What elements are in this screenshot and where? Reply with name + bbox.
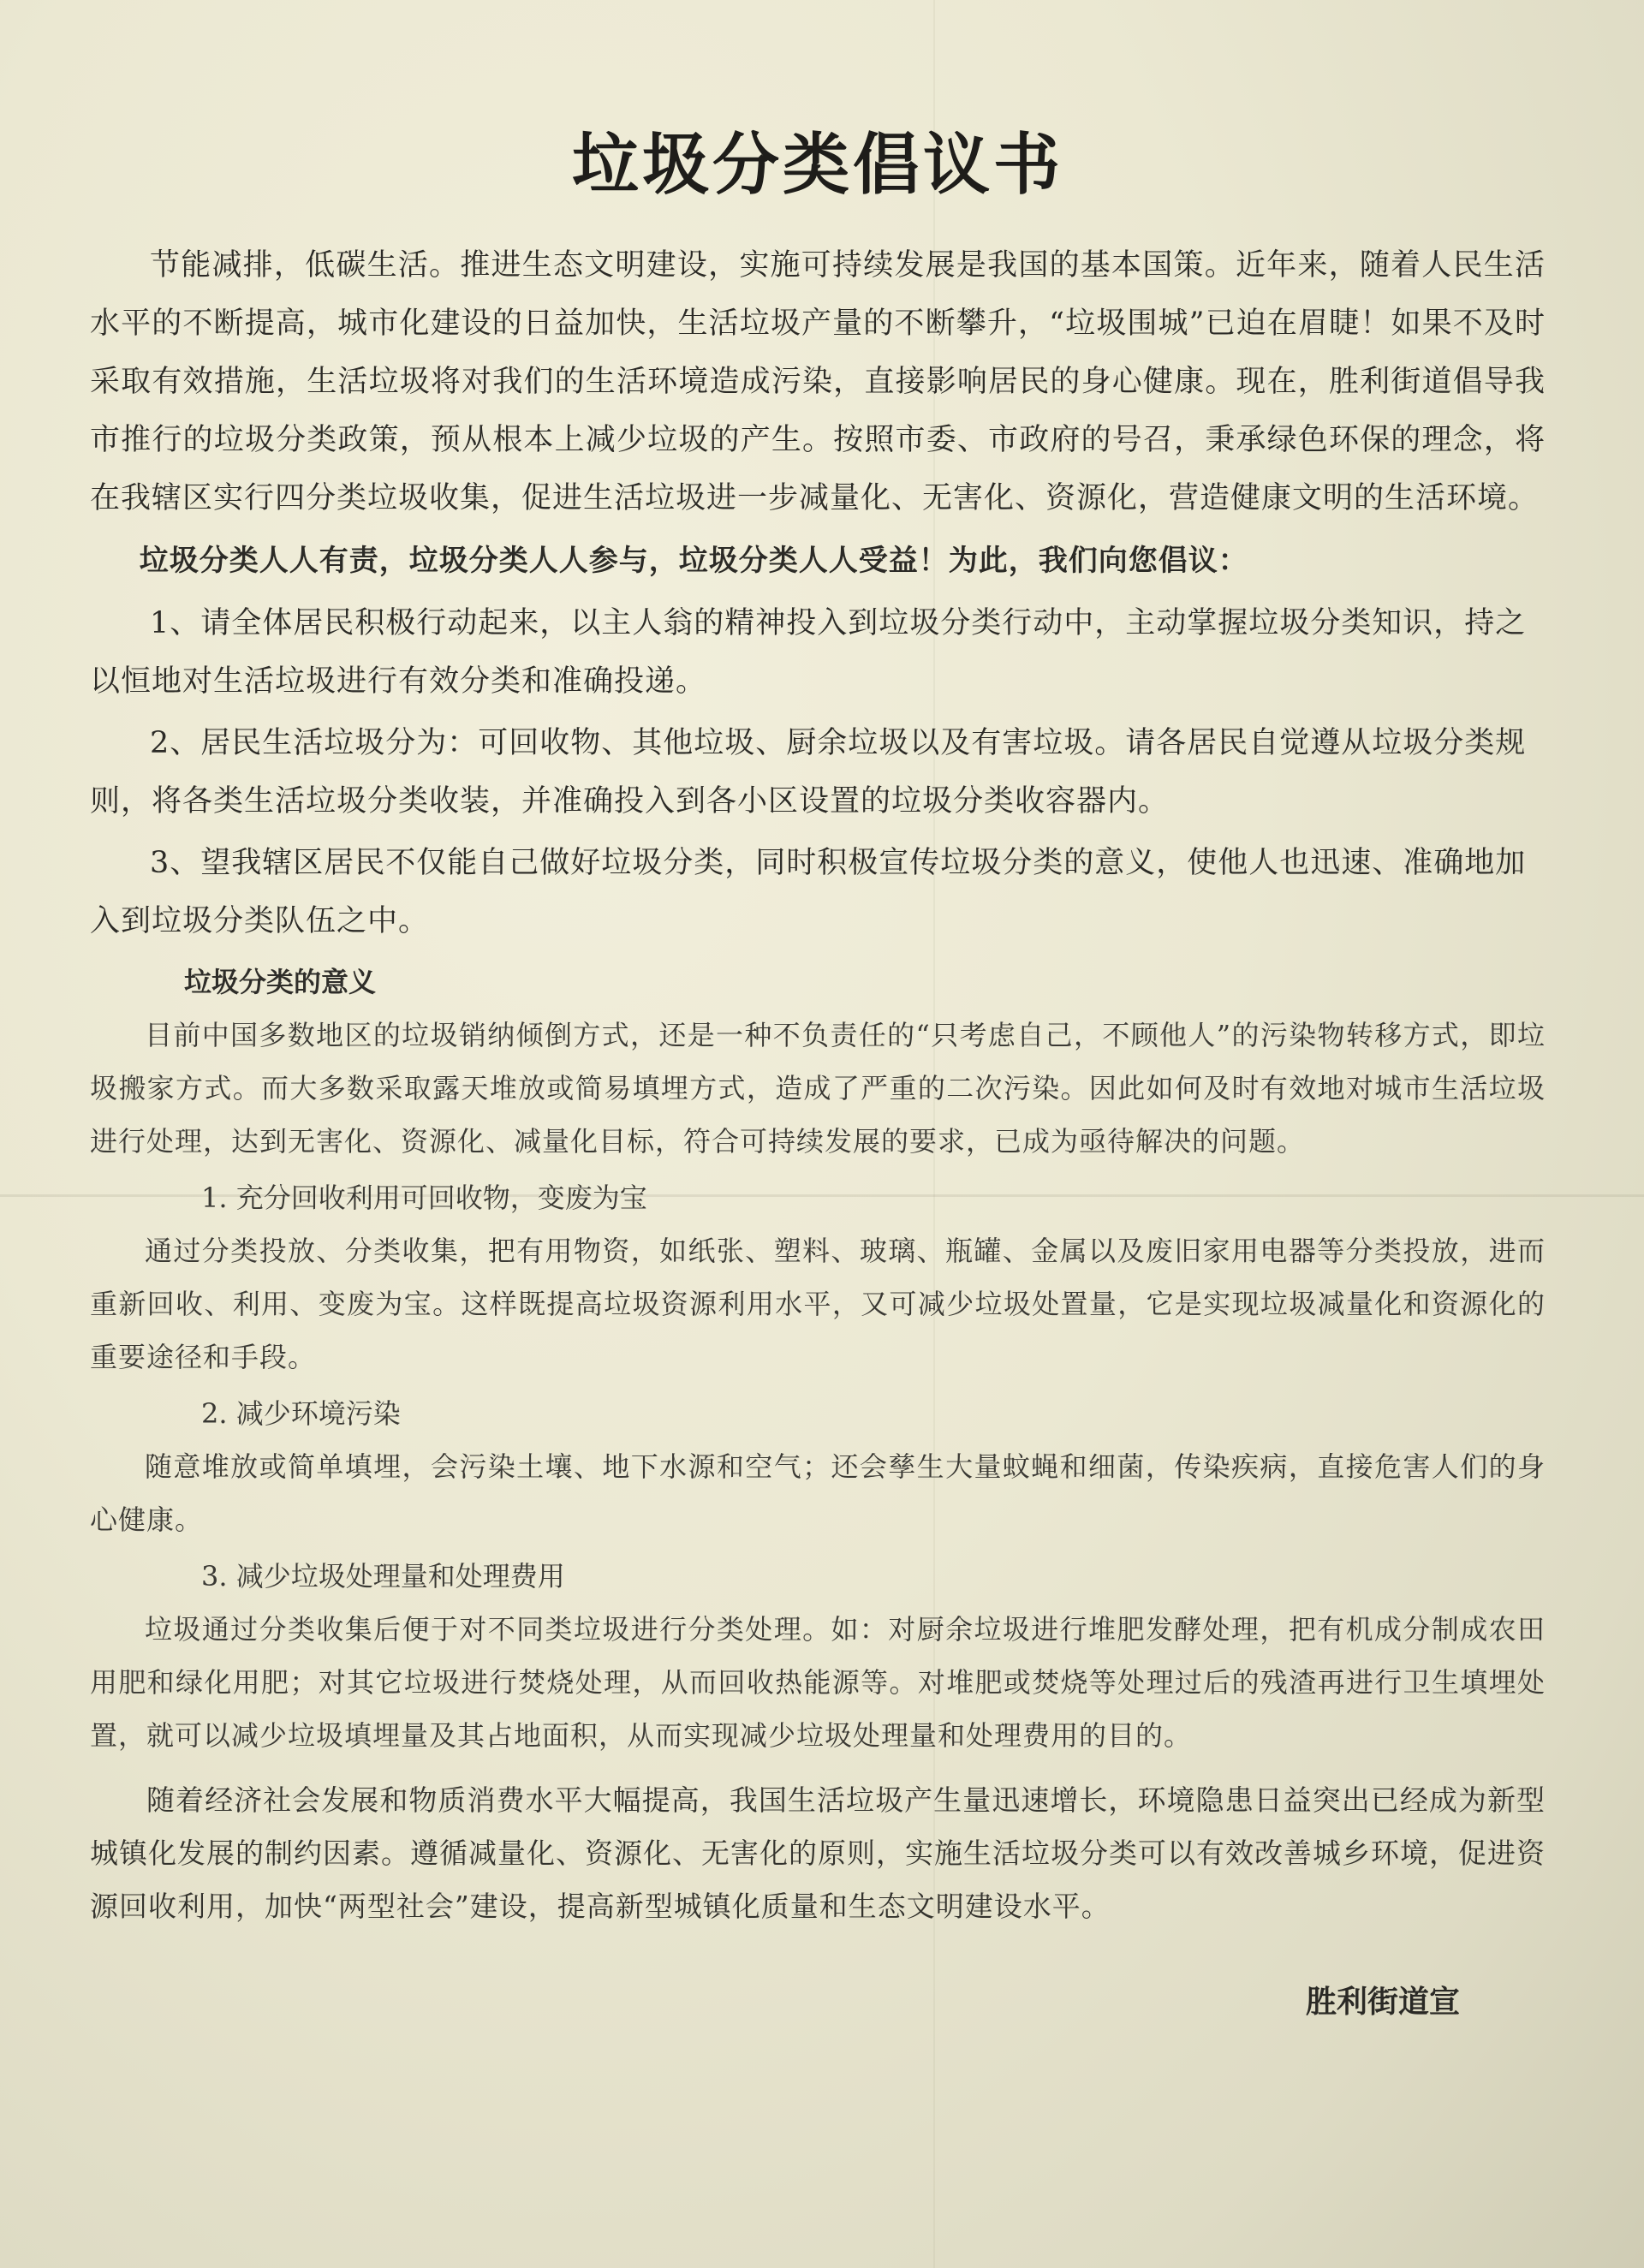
call-to-action: 垃圾分类人人有责，垃圾分类人人参与，垃圾分类人人受益！为此，我们向您倡议：: [139, 544, 1248, 578]
document-title: 垃圾分类倡议书: [571, 127, 1063, 204]
signature: 胜利街道宣: [1305, 1985, 1460, 2020]
proposal-item-2: 2、居民生活垃圾分为：可回收物、其他垃圾、厨余垃圾以及有害垃圾。请各居民自觉遵从垃圾分类规则，将各类生活垃圾分类收装，并准确投入到各小区设置的垃圾分类收容器内。: [90, 726, 1527, 819]
point-2-text: 随意堆放或简单填埋，会污染土壤、地下水源和空气；还会孳生大量蚊蝇和细菌，传染疾病，直接危害人们的身心健康。: [90, 1450, 1546, 1536]
point-3-heading: 3. 减少垃圾处理量和处理费用: [201, 1560, 565, 1592]
point-1-text: 通过分类投放、分类收集，把有用物资，如纸张、塑料、玻璃、瓶罐、金属以及废旧家用电器等分类投放，进而重新回收、利用、变废为宝。这样既提高垃圾资源利用水平，又可减少垃圾处置量，它是实现垃圾减量化和资源化的重要途径和手段。: [90, 1235, 1546, 1373]
intro-paragraph: 节能减排，低碳生活。推进生态文明建设，实施可持续发展是我国的基本国策。近年来，随着人民生活水平的不断提高，城市化建设的日益加快，生活垃圾产量的不断攀升，“垃圾围城”已迫在眉睫！如果不及时采取有效措施，生活垃圾将对我们的生活环境造成污染，直接影响居民的身心健康。现在，胜利街道倡导我市推行的垃圾分类政策，预从根本上减少垃圾的产生。按照市委、市政府的号召，秉承绿色环保的理念，将在我辖区实行四分类垃圾收集，促进生活垃圾进一步减量化、无害化、资源化，营造健康文明的生活环境。: [90, 248, 1546, 515]
point-2-heading: 2. 减少环境污染: [201, 1397, 401, 1430]
point-1-heading: 1. 充分回收利用可回收物，变废为宝: [201, 1182, 647, 1214]
significance-intro: 目前中国多数地区的垃圾销纳倾倒方式，还是一种不负责任的“只考虑自己，不顾他人”的污染物转移方式，即垃圾搬家方式。而大多数采取露天堆放或简易填埋方式，造成了严重的二次污染。因此如何及时有效地对城市生活垃圾进行处理，达到无害化、资源化、减量化目标，符合可持续发展的要求，已成为亟待解决的问题。: [90, 1019, 1546, 1158]
proposal-item-1: 1、请全体居民积极行动起来，以主人翁的精神投入到垃圾分类行动中，主动掌握垃圾分类知识，持之以恒地对生活垃圾进行有效分类和准确投递。: [90, 606, 1527, 699]
closing-paragraph: 随着经济社会发展和物质消费水平大幅提高，我国生活垃圾产生量迅速增长，环境隐患日益突出已经成为新型城镇化发展的制约因素。遵循减量化、资源化、无害化的原则，实施生活垃圾分类可以有效改善城乡环境，促进资源回收利用，加快“两型社会”建设，提高新型城镇化质量和生态文明建设水平。: [90, 1783, 1546, 1923]
significance-heading: 垃圾分类的意义: [184, 966, 377, 998]
proposal-item-3: 3、望我辖区居民不仅能自己做好垃圾分类，同时积极宣传垃圾分类的意义，使他人也迅速、准确地加入到垃圾分类队伍之中。: [90, 846, 1527, 938]
document-body: [90, 111, 1546, 2021]
point-3-text: 垃圾通过分类收集后便于对不同类垃圾进行分类处理。如：对厨余垃圾进行堆肥发酵处理，把有机成分制成农田用肥和绿化用肥；对其它垃圾进行焚烧处理，从而回收热能源等。对堆肥或焚烧等处理过后的残渣再进行卫生填埋处置，就可以减少垃圾填埋量及其占地面积，从而实现减少垃圾处理量和处理费用的目的。: [90, 1613, 1546, 1752]
